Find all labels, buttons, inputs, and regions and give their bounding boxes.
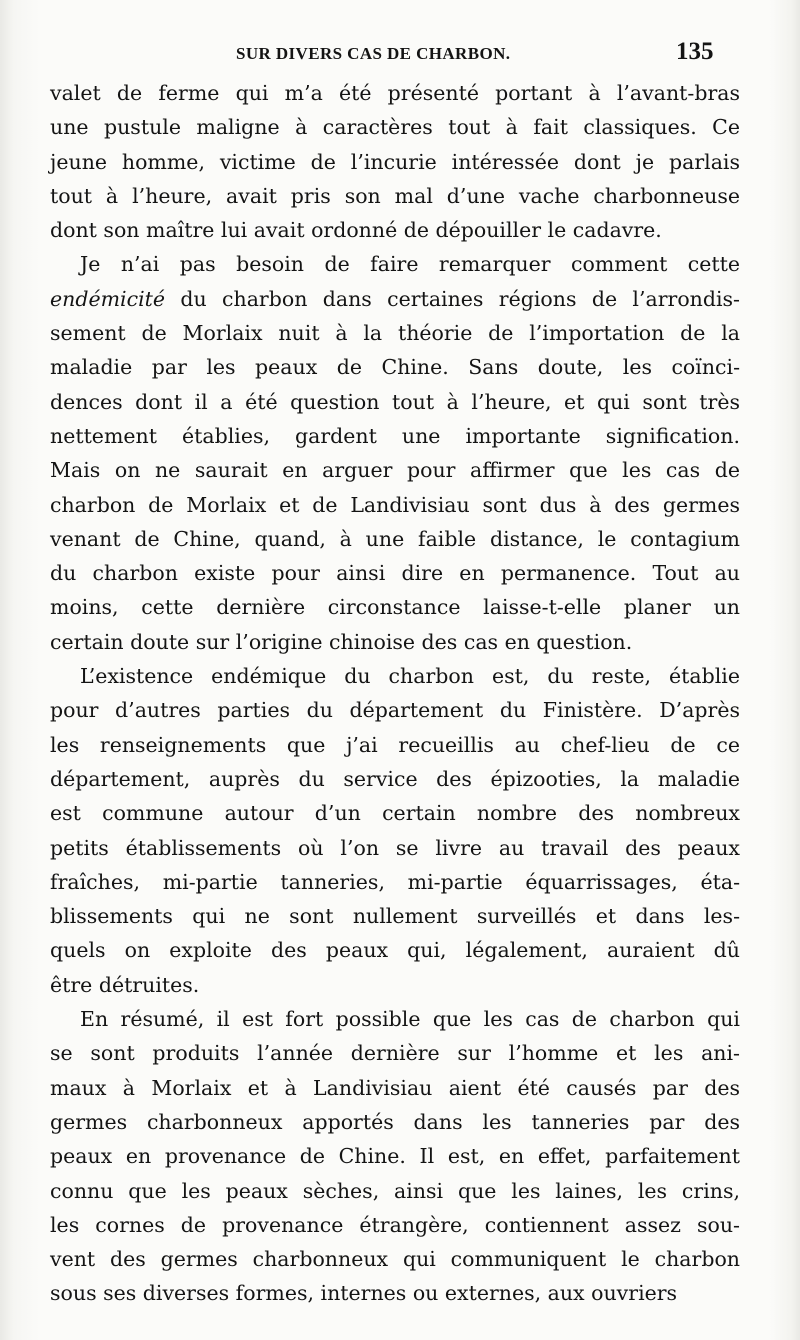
text-line: blissements qui ne sont nullement surveillés et dans les- xyxy=(50,904,740,929)
text-line: dont son maître lui avait ordonné de dépouiller le cadavre. xyxy=(50,218,662,243)
text-line: germes charbonneux apportés dans les tanneries par des xyxy=(50,1109,740,1134)
running-head: SUR DIVERS CAS DE CHARBON. xyxy=(236,44,511,63)
text-line: est commune autour d’un certain nombre des nombreux xyxy=(50,801,740,826)
text-line: être détruites. xyxy=(50,972,200,997)
text-line: pour d’autres parties du département du Finistère. D’après xyxy=(50,698,740,723)
text-line: quels on exploite des peaux qui, légalement, auraient dû xyxy=(50,938,740,963)
text-line: maladie par les peaux de Chine. Sans doute, les coïnci- xyxy=(50,355,740,380)
text-line: fraîches, mi-partie tanneries, mi-partie équarrissages, éta- xyxy=(50,869,740,894)
page-number: 135 xyxy=(676,38,714,65)
text-line: charbon de Morlaix et de Landivisiau sont dus à des germes xyxy=(50,492,740,517)
paragraph xyxy=(50,659,740,1002)
paragraph xyxy=(50,1002,740,1311)
text-line: Mais on ne saurait en arguer pour affirmer que les cas de xyxy=(50,458,740,483)
italic-term: endémicité xyxy=(50,286,165,311)
text-line: du charbon existe pour ainsi dire en permanence. Tout au xyxy=(50,561,740,586)
text-line: venant de Chine, quand, à une faible distance, le contagium xyxy=(50,526,740,551)
paragraph xyxy=(50,76,740,247)
text-line: moins, cette dernière circonstance laisse-t-elle planer un xyxy=(50,595,740,620)
text-line: une pustule maligne à caractères tout à fait classiques. Ce xyxy=(50,115,740,140)
text-line: En résumé, il est fort possible que les cas de charbon qui xyxy=(80,1007,740,1032)
text-line: endémicité du charbon dans certaines régions de l’arrondis- xyxy=(50,286,740,311)
text-line: tout à l’heure, avait pris son mal d’une vache charbonneuse xyxy=(50,183,740,208)
text-line: vent des germes charbonneux qui communiquent le charbon xyxy=(50,1247,740,1272)
text-line: sous ses diverses formes, internes ou externes, aux ouvriers xyxy=(50,1281,678,1306)
text-line: L’existence endémique du charbon est, du reste, établie xyxy=(80,664,740,689)
text-line: sement de Morlaix nuit à la théorie de l’importation de la xyxy=(50,321,740,346)
text-line: maux à Morlaix et à Landivisiau aient été causés par des xyxy=(50,1075,740,1100)
paragraph xyxy=(50,247,740,659)
text-line: jeune homme, victime de l’incurie intéressée dont je parlais xyxy=(50,149,740,174)
text-line: nettement établies, gardent une importante signification. xyxy=(50,423,740,448)
body-text xyxy=(50,76,740,1311)
text-line: dences dont il a été question tout à l’heure, et qui sont très xyxy=(50,389,740,414)
text-line: Je n’ai pas besoin de faire remarquer comment cette xyxy=(80,252,740,277)
text-line: les renseignements que j’ai recueillis au chef-lieu de ce xyxy=(50,732,740,757)
text-line: connu que les peaux sèches, ainsi que les laines, les crins, xyxy=(50,1178,740,1203)
text-line: département, auprès du service des épizooties, la maladie xyxy=(50,766,740,791)
page-header xyxy=(0,38,800,68)
text-line: se sont produits l’année dernière sur l’homme et les ani- xyxy=(50,1041,740,1066)
text-line: certain doute sur l’origine chinoise des cas en question. xyxy=(50,629,633,654)
text-line: petits établissements où l’on se livre au travail des peaux xyxy=(50,835,740,860)
text-line: peaux en provenance de Chine. Il est, en effet, parfaitement xyxy=(50,1144,740,1169)
text-line: les cornes de provenance étrangère, contiennent assez sou- xyxy=(50,1212,740,1237)
text-line: valet de ferme qui m’a été présenté portant à l’avant-bras xyxy=(50,81,740,105)
